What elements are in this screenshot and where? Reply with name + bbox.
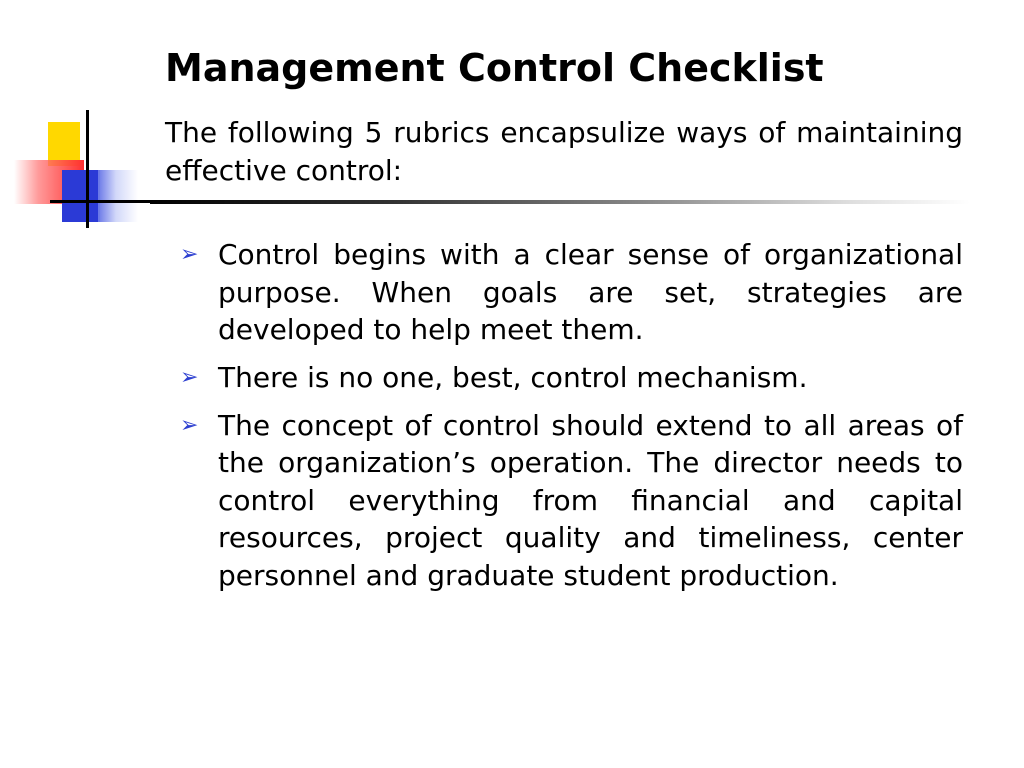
horizontal-line-left (50, 200, 166, 203)
bullet-item (180, 359, 963, 397)
blue-fade-shape (98, 170, 138, 222)
bullet-list (180, 236, 963, 604)
bullet-text: Control begins with a clear sense of organizational purpose. When goals are set, strategies are developed to help meet them. (218, 238, 963, 346)
vertical-line (86, 110, 89, 228)
slide-subtitle: The following 5 rubrics encapsulize ways of maintaining effective control: (165, 116, 963, 187)
bullet-text: There is no one, best, control mechanism. (218, 360, 808, 394)
title-divider (150, 200, 970, 204)
arrow-bullet-icon: ➢ (180, 242, 199, 267)
bullet-text: The concept of control should extend to all areas of the organization’s operation. The director needs to control everything from financial and capital resources, project quality and timeliness, center personnel and graduate student production. (218, 408, 963, 592)
bullet-item (180, 407, 963, 595)
slide-title: Management Control Checklist (165, 46, 824, 90)
bullet-item (180, 236, 963, 349)
decorative-logo (0, 0, 180, 240)
arrow-bullet-icon: ➢ (180, 364, 199, 390)
arrow-bullet-icon: ➢ (180, 412, 199, 438)
blue-square-shape (62, 170, 100, 222)
